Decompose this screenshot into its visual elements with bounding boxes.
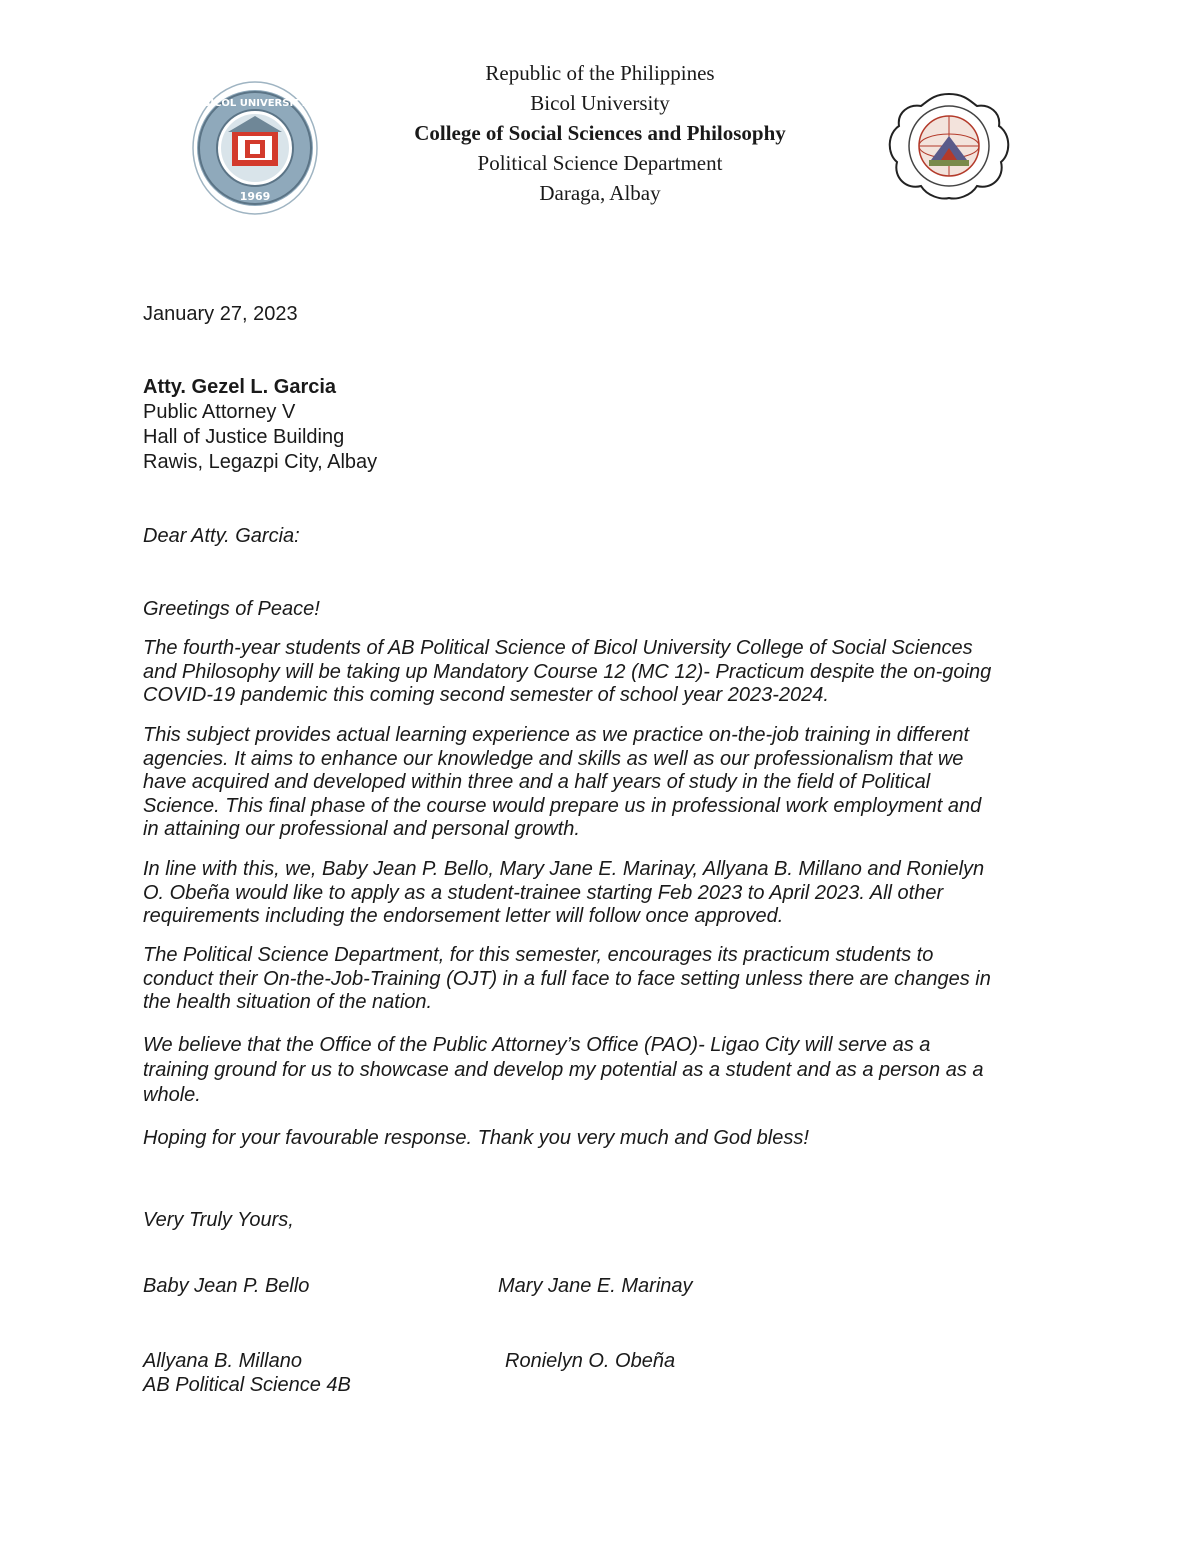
paragraph-line: We believe that the Office of the Public Attorney’s Office (PAO)- Ligao City will serve as a xyxy=(143,1034,931,1056)
letterhead-college: College of Social Sciences and Philosophy xyxy=(414,121,786,145)
signatory-bello: Baby Jean P. Bello xyxy=(143,1275,310,1297)
letterhead-location: Daraga, Albay xyxy=(539,181,661,205)
signatory-obena: Ronielyn O. Obeña xyxy=(505,1350,676,1372)
seal-year: 1969 xyxy=(239,190,271,203)
college-seal-icon xyxy=(885,90,1013,202)
body-paragraph-5 xyxy=(143,1033,1063,1108)
paragraph-line: training ground for us to showcase and develop my potential as a student and as a person as a xyxy=(143,1059,984,1081)
paragraph-line: COVID-19 pandemic this coming second semester of school year 2023-2024. xyxy=(143,684,829,706)
paragraph-line: Hoping for your favourable response. Thank you very much and God bless! xyxy=(143,1127,809,1149)
paragraph-line: In line with this, we, Baby Jean P. Bello, Mary Jane E. Marinay, Allyana B. Millano and Ronielyn xyxy=(143,858,985,880)
recipient-address-2: Rawis, Legazpi City, Albay xyxy=(143,451,378,473)
closing: Very Truly Yours, xyxy=(143,1209,294,1231)
body-paragraph-3 xyxy=(143,858,1063,929)
paragraph-line: whole. xyxy=(143,1084,201,1106)
salutation: Dear Atty. Garcia: xyxy=(143,525,300,547)
letter-date: January 27, 2023 xyxy=(143,303,298,325)
signatory-millano: Allyana B. Millano xyxy=(143,1350,302,1372)
signatory-marinay: Mary Jane E. Marinay xyxy=(498,1275,693,1297)
signatory-section: AB Political Science 4B xyxy=(143,1374,351,1396)
body-paragraph-1 xyxy=(143,637,1063,708)
paragraph-line: the health situation of the nation. xyxy=(143,991,433,1013)
letterhead-university: Bicol University xyxy=(530,91,670,115)
recipient-title: Public Attorney V xyxy=(143,401,296,423)
paragraph-line: The Political Science Department, for this semester, encourages its practicum students to xyxy=(143,944,934,966)
recipient-address-1: Hall of Justice Building xyxy=(143,426,345,448)
paragraph-line: conduct their On-the-Job-Training (OJT) in a full face to face setting unless there are changes in xyxy=(143,967,991,990)
seal-ring-text: BICOL UNIVERSITY xyxy=(202,98,308,109)
body-paragraph-4 xyxy=(143,944,1063,1015)
paragraph-line: agencies. It aims to enhance our knowledge and skills as well as our professionalism that we xyxy=(143,747,964,770)
letterhead xyxy=(0,58,1200,208)
paragraph-line: requirements including the endorsement letter will follow once approved. xyxy=(143,905,784,927)
letterhead-country: Republic of the Philippines xyxy=(485,61,715,85)
paragraph-line: This subject provides actual learning experience as we practice on-the-job training in different xyxy=(143,724,970,746)
recipient-name: Atty. Gezel L. Garcia xyxy=(143,376,337,398)
paragraph-line: have acquired and developed within three and a half years of study in the field of Political xyxy=(143,771,931,793)
body-paragraph-2 xyxy=(143,724,1063,842)
greeting: Greetings of Peace! xyxy=(143,598,320,620)
paragraph-line: O. Obeña would like to apply as a student-trainee starting Feb 2023 to April 2023. All other xyxy=(143,881,944,904)
recipient-block xyxy=(143,375,1063,475)
letterhead-department: Political Science Department xyxy=(477,151,723,175)
body-paragraph-6 xyxy=(143,1127,1063,1151)
paragraph-line: The fourth-year students of AB Political Science of Bicol University College of Social Sciences xyxy=(143,637,973,659)
paragraph-line: in attaining our professional and personal growth. xyxy=(143,818,580,840)
paragraph-line: and Philosophy will be taking up Mandatory Course 12 (MC 12)- Practicum despite the on-going xyxy=(143,660,992,683)
paragraph-line: Science. This final phase of the course would prepare us in professional work employment and xyxy=(143,794,982,817)
